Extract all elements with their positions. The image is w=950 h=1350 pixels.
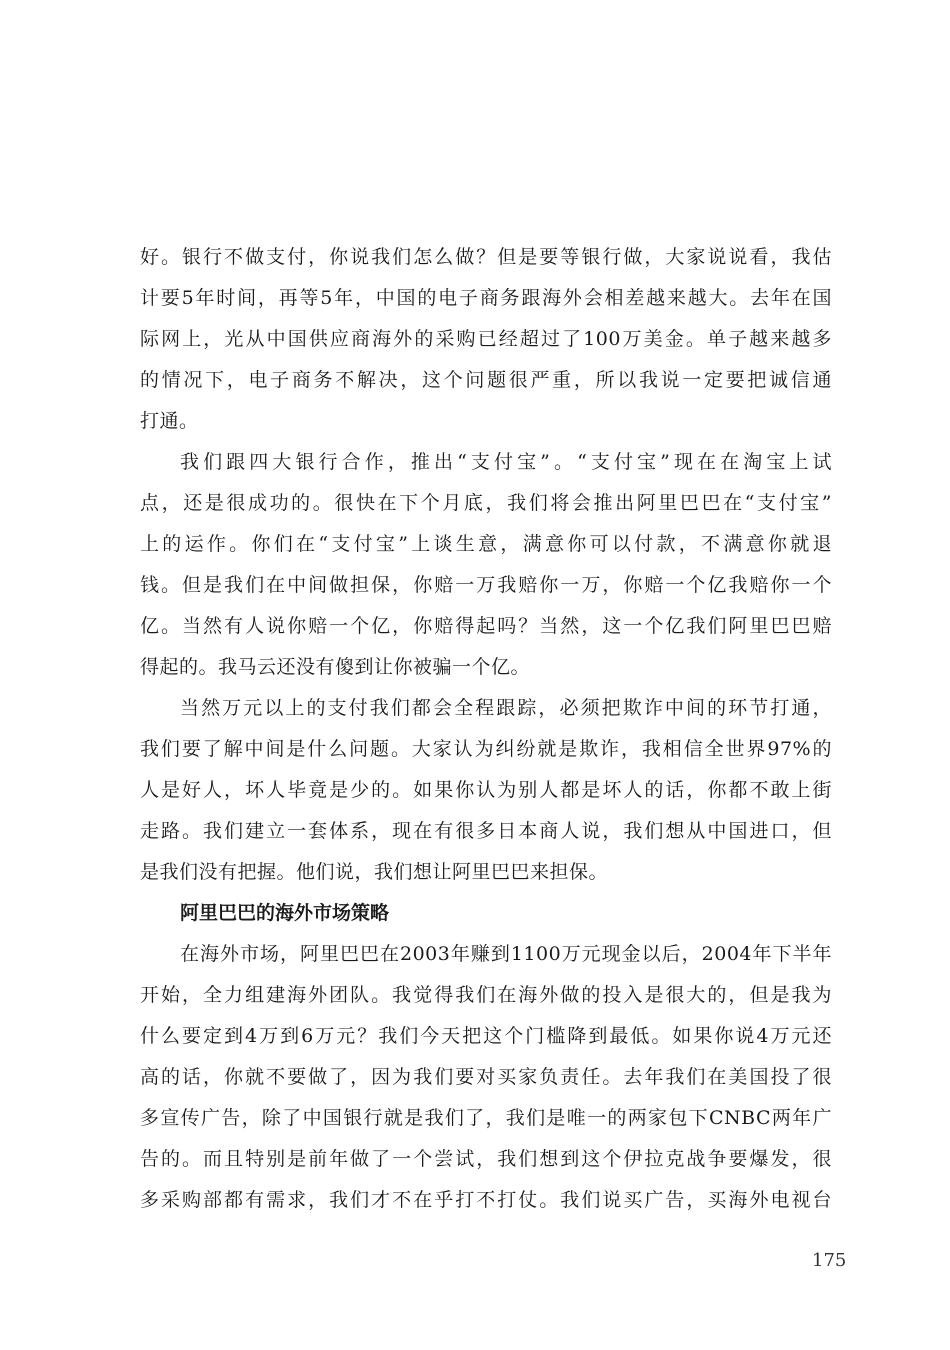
text-line: 我们要了解中间是什么问题。大家认为纠纷就是欺诈，我相信全世界97%的 bbox=[140, 738, 832, 760]
text-line: 点，还是很成功的。很快在下个月底，我们将会推出阿里巴巴在“支付宝” bbox=[140, 492, 832, 514]
text-line: 在海外市场，阿里巴巴在2003年赚到1100万元现金以后，2004年下半年 bbox=[180, 943, 832, 965]
text-line: 多采购部都有需求，我们才不在乎打不打仗。我们说买广告，买海外电视台 bbox=[140, 1189, 832, 1211]
text-line: 人是好人，坏人毕竟是少的。如果你认为别人都是坏人的话，你都不敢上街 bbox=[140, 779, 832, 801]
text-line: 当然万元以上的支付我们都会全程跟踪，必须把欺诈中间的环节打通， bbox=[180, 697, 832, 719]
page-number: 175 bbox=[812, 1250, 847, 1271]
text-line: 我们跟四大银行合作，推出“支付宝”。“支付宝”现在在淘宝上试 bbox=[180, 451, 832, 473]
text-line: 计要5年时间，再等5年，中国的电子商务跟海外会相差越来越大。去年在国 bbox=[140, 287, 832, 309]
text-line: 打通。 bbox=[140, 410, 199, 432]
text-line: 告的。而且特别是前年做了一个尝试，我们想到这个伊拉克战争要爆发，很 bbox=[140, 1148, 832, 1170]
text-line: 的情况下，电子商务不解决，这个问题很严重，所以我说一定要把诚信通 bbox=[140, 369, 832, 391]
text-line: 亿。当然有人说你赔一个亿，你赔得起吗？当然，这一个亿我们阿里巴巴赔 bbox=[140, 615, 832, 637]
text-line: 开始，全力组建海外团队。我觉得我们在海外做的投入是很大的，但是我为 bbox=[140, 984, 832, 1006]
text-line: 上的运作。你们在“支付宝”上谈生意，满意你可以付款，不满意你就退 bbox=[140, 533, 832, 555]
text-line: 际网上，光从中国供应商海外的采购已经超过了100万美金。单子越来越多 bbox=[140, 328, 832, 350]
section-heading: 阿里巴巴的海外市场策略 bbox=[180, 902, 390, 924]
text-line: 得起的。我马云还没有傻到让你被骗一个亿。 bbox=[140, 656, 531, 678]
body-text bbox=[140, 237, 832, 1221]
text-line: 走路。我们建立一套体系，现在有很多日本商人说，我们想从中国进口，但 bbox=[140, 820, 832, 842]
text-line: 是我们没有把握。他们说，我们想让阿里巴巴来担保。 bbox=[140, 861, 609, 883]
text-line: 好。银行不做支付，你说我们怎么做？但是要等银行做，大家说说看，我估 bbox=[140, 246, 832, 268]
text-line: 钱。但是我们在中间做担保，你赔一万我赔你一万，你赔一个亿我赔你一个 bbox=[140, 574, 832, 596]
text-line: 多宣传广告，除了中国银行就是我们了，我们是唯一的两家包下CNBC两年广 bbox=[140, 1107, 832, 1129]
text-line: 高的话，你就不要做了，因为我们要对买家负责任。去年我们在美国投了很 bbox=[140, 1066, 832, 1088]
text-line: 什么要定到4万到6万元？我们今天把这个门槛降到最低。如果你说4万元还 bbox=[140, 1025, 832, 1047]
